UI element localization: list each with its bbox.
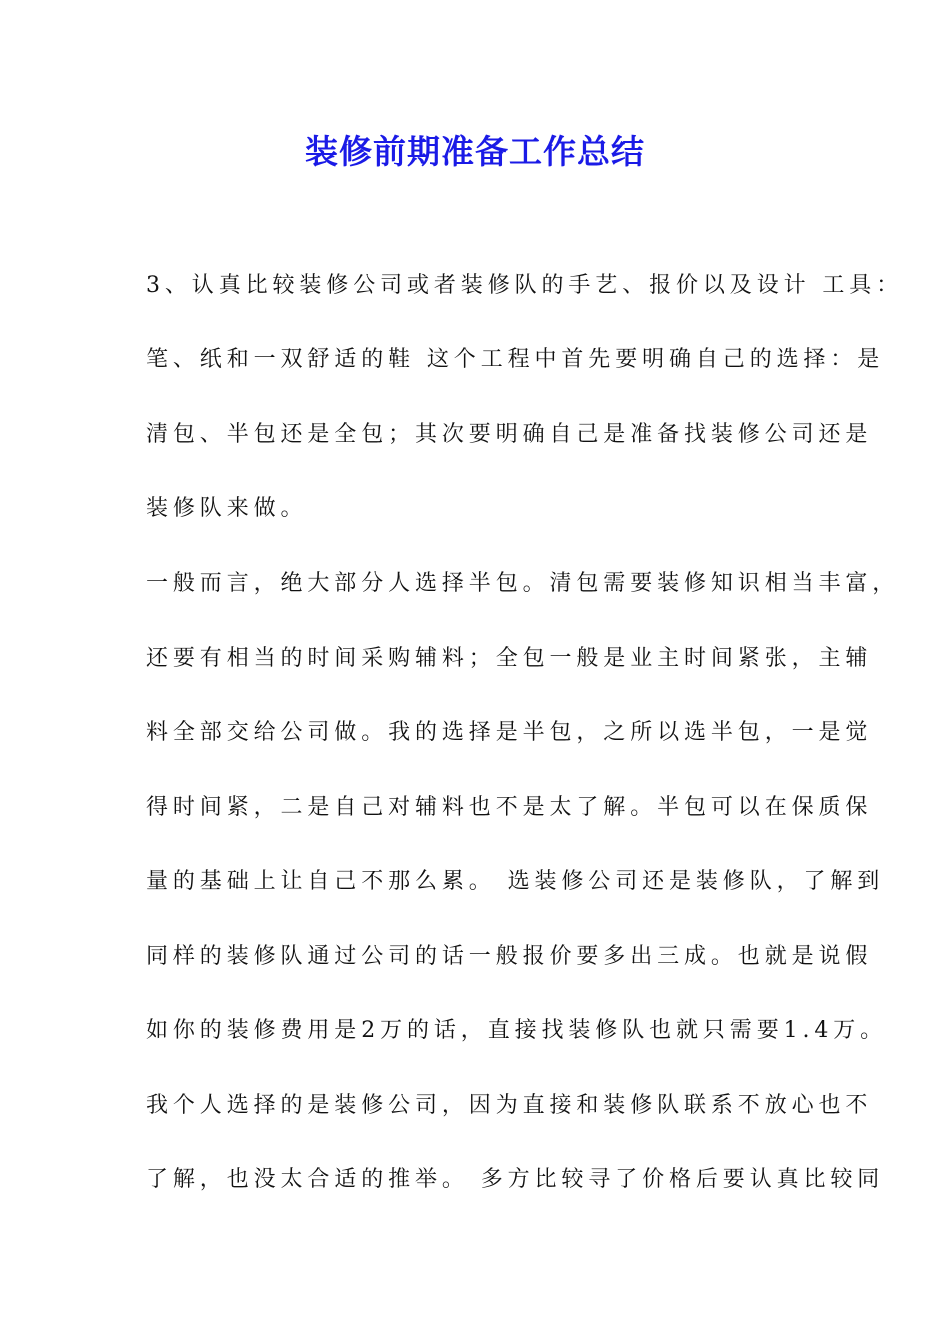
paragraph-line: 了解，也没太合适的推举。 多方比较寻了价格后要认真比较同: [146, 1167, 885, 1192]
paragraph-line: 同样的装修队通过公司的话一般报价要多出三成。也就是说假: [146, 944, 873, 969]
paragraph-line: 装修队来做。: [146, 496, 308, 521]
paragraph-line: 量的基础上让自己不那么累。 选装修公司还是装修队，了解到: [146, 869, 885, 894]
paragraph-line: 还要有相当的时间采购辅料；全包一般是业主时间紧张，主辅: [146, 646, 873, 671]
paragraph-line: 3、认真比较装修公司或者装修队的手艺、报价以及设计 工具：: [146, 273, 904, 298]
paragraph-line: 我个人选择的是装修公司，因为直接和装修队联系不放心也不: [146, 1093, 873, 1118]
paragraph-line: 如你的装修费用是2万的话，直接找装修队也就只需要1.4万。: [146, 1018, 888, 1043]
paragraph-line: 得时间紧，二是自己对辅料也不是太了解。半包可以在保质保: [146, 795, 873, 820]
paragraph-line: 笔、纸和一双舒适的鞋 这个工程中首先要明确自己的选择：是: [146, 347, 885, 372]
paragraph-line: 一般而言，绝大部分人选择半包。清包需要装修知识相当丰富，: [146, 571, 900, 596]
paragraph-line: 料全部交给公司做。我的选择是半包，之所以选半包，一是觉: [146, 720, 873, 745]
document-title: 装修前期准备工作总结: [305, 132, 645, 171]
paragraph-line: 清包、半包还是全包；其次要明确自己是准备找装修公司还是: [146, 422, 873, 447]
